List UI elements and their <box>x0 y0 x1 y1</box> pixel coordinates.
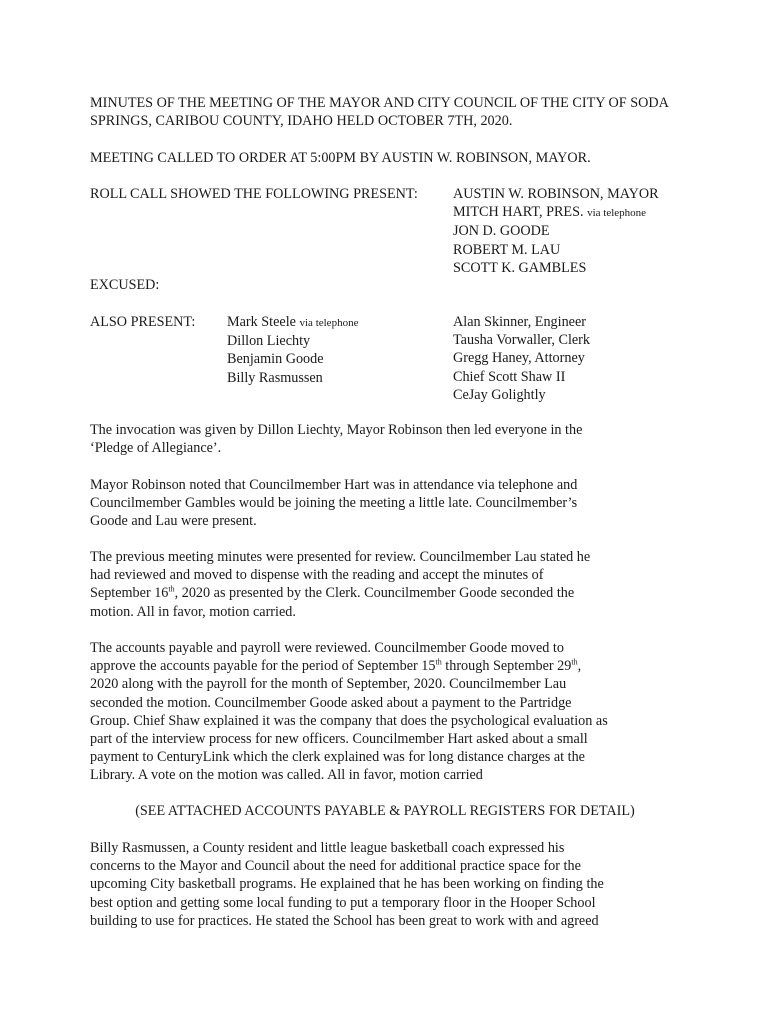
title-line: MINUTES OF THE MEETING OF THE MAYOR AND CITY COUNCIL OF THE CITY OF SODA <box>90 95 669 111</box>
text-line: best option and getting some local funding to put a temporary floor in the Hooper School <box>90 894 596 911</box>
excused-label: EXCUSED: <box>90 277 160 293</box>
text-line: motion. All in favor, motion carried. <box>90 603 296 620</box>
text-line: Billy Rasmussen, a County resident and little league basketball coach expressed his <box>90 840 565 856</box>
text-line: part of the interview process for new officers. Councilmember Hart asked about a small <box>90 731 588 748</box>
text-line: seconded the motion. Councilmember Goode asked about a payment to the Partridge <box>90 694 572 711</box>
attendee: CeJay Golightly <box>453 386 546 403</box>
text-line: building to use for practices. He stated the School has been great to work with and agreed <box>90 912 599 929</box>
attendee: Gregg Haney, Attorney <box>453 350 585 367</box>
text-line: Mayor Robinson noted that Councilmember Hart was in attendance via telephone and <box>90 477 578 493</box>
present-member: AUSTIN W. ROBINSON, MAYOR <box>453 186 659 202</box>
call-to-order: MEETING CALLED TO ORDER AT 5:00PM BY AUSTIN W. ROBINSON, MAYOR. <box>90 150 591 166</box>
attached-registers-note: (SEE ATTACHED ACCOUNTS PAYABLE & PAYROLL REGISTERS FOR DETAIL) <box>135 803 635 819</box>
text-line: The invocation was given by Dillon Liechty, Mayor Robinson then led everyone in the <box>90 422 583 438</box>
attendee: Alan Skinner, Engineer <box>453 314 586 330</box>
roll-call-label: ROLL CALL SHOWED THE FOLLOWING PRESENT: <box>90 186 418 202</box>
present-member: SCOTT K. GAMBLES <box>453 259 587 276</box>
text-line: The previous meeting minutes were presented for review. Councilmember Lau stated he <box>90 549 591 565</box>
text-line: Goode and Lau were present. <box>90 513 257 530</box>
title-line: SPRINGS, CARIBOU COUNTY, IDAHO HELD OCTOBER 7TH, 2020. <box>90 113 513 130</box>
also-present-list-2 <box>453 313 590 404</box>
present-list <box>453 185 659 277</box>
present-member: JON D. GOODE <box>453 223 550 240</box>
text-line: 2020 along with the payroll for the month of September, 2020. Councilmember Lau <box>90 676 567 693</box>
minutes-paragraph <box>90 548 680 621</box>
attendance-note: via telephone <box>299 317 359 329</box>
text-line: September 16th, 2020 as presented by the Clerk. Councilmember Goode seconded the <box>90 584 575 602</box>
also-present-label: ALSO PRESENT: <box>90 314 196 330</box>
attendee: Benjamin Goode <box>227 351 324 368</box>
also-present-list-1 <box>227 313 358 387</box>
text-line: Library. A vote on the motion was called. All in favor, motion carried <box>90 767 483 784</box>
accounts-paragraph <box>90 639 680 785</box>
attendance-note: via telephone <box>587 207 647 220</box>
text-line: payment to CenturyLink which the clerk explained was for long distance charges at the <box>90 749 585 766</box>
attendance-paragraph <box>90 476 680 531</box>
rasmussen-paragraph <box>90 839 680 930</box>
text-line: The accounts payable and payroll were reviewed. Councilmember Goode moved to <box>90 640 564 656</box>
present-member: MITCH HART, PRES. via telephone <box>453 204 647 221</box>
document-title <box>90 94 680 130</box>
attendee: Mark Steele via telephone <box>227 314 359 330</box>
text-line: Group. Chief Shaw explained it was the company that does the psychological evaluation as <box>90 712 608 729</box>
invocation-paragraph <box>90 421 680 457</box>
attendee: Tausha Vorwaller, Clerk <box>453 332 590 349</box>
text-line: had reviewed and moved to dispense with the reading and accept the minutes of <box>90 567 544 584</box>
attendee: Dillon Liechty <box>227 333 311 350</box>
text-line: concerns to the Mayor and Council about the need for additional practice space for the <box>90 858 581 875</box>
text-line: approve the accounts payable for the period of September 15th through September 29th, <box>90 657 582 675</box>
text-line: ‘Pledge of Allegiance’. <box>90 440 222 457</box>
attendee: Chief Scott Shaw II <box>453 368 566 385</box>
text-line: Councilmember Gambles would be joining the meeting a little late. Councilmember’s <box>90 495 578 512</box>
attendee: Billy Rasmussen <box>227 369 323 386</box>
present-member: ROBERT M. LAU <box>453 241 561 258</box>
text-line: upcoming City basketball programs. He explained that he has been working on finding the <box>90 876 604 893</box>
